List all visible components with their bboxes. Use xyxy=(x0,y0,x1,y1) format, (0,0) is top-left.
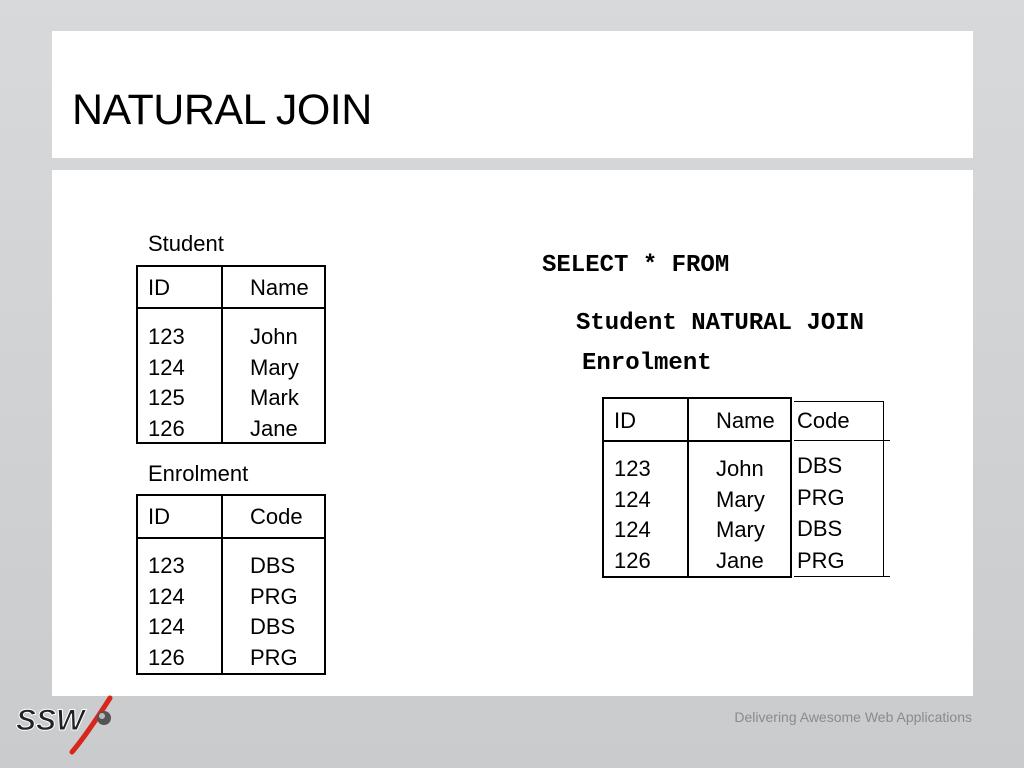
footer-tagline: Delivering Awesome Web Applications xyxy=(734,709,972,725)
student-header-name: Name xyxy=(250,275,309,300)
student-cell: 125 xyxy=(148,385,185,411)
enrolment-cell: 124 xyxy=(148,614,185,640)
student-cell: 126 xyxy=(148,416,185,442)
student-cell: 123 xyxy=(148,324,185,349)
result-header-id: ID xyxy=(614,408,636,433)
student-cell: John xyxy=(250,324,298,349)
result-table xyxy=(602,397,892,578)
enrolment-id-column xyxy=(148,551,185,674)
enrolment-cell: DBS xyxy=(250,553,296,578)
student-cell: 124 xyxy=(148,354,185,380)
result-code-column xyxy=(797,450,845,576)
result-cell: 124 xyxy=(614,517,651,543)
student-header-id: ID xyxy=(148,275,170,300)
student-table-caption: Student xyxy=(148,231,224,256)
student-cell: Mary xyxy=(250,354,299,380)
result-cell: 126 xyxy=(614,548,651,574)
query-line-2: Student NATURAL JOIN xyxy=(576,310,865,337)
result-cell: DBS xyxy=(797,516,843,541)
query-line-3: Enrolment xyxy=(582,350,712,377)
enrolment-cell: DBS xyxy=(250,614,296,640)
enrolment-header-code: Code xyxy=(250,504,303,529)
result-cell: Mary xyxy=(716,486,765,512)
title-panel xyxy=(52,31,973,158)
student-cell: Mark xyxy=(250,385,299,411)
enrolment-table xyxy=(136,494,326,675)
student-id-column xyxy=(148,322,185,445)
enrolment-cell: 123 xyxy=(148,553,185,578)
enrolment-table-caption: Enrolment xyxy=(148,461,249,486)
result-header-name: Name xyxy=(716,408,775,433)
enrolment-cell: PRG xyxy=(250,583,298,609)
result-name-column xyxy=(716,454,765,577)
result-cell: Jane xyxy=(716,548,764,574)
slide-title: NATURAL JOIN xyxy=(72,86,372,134)
enrolment-cell: 124 xyxy=(148,583,185,609)
enrolment-cell: PRG xyxy=(250,645,298,671)
result-cell: Mary xyxy=(716,517,765,543)
result-cell: John xyxy=(716,456,764,481)
query-line-1: SELECT * FROM xyxy=(542,252,730,279)
enrolment-header-id: ID xyxy=(148,504,170,529)
ssw-logo-icon xyxy=(14,694,118,756)
svg-text:SSW: SSW xyxy=(16,704,85,737)
enrolment-code-column xyxy=(250,551,298,674)
result-cell: PRG xyxy=(797,484,845,510)
ssw-logo xyxy=(14,694,118,756)
result-cell: 124 xyxy=(614,486,651,512)
result-id-column xyxy=(614,454,651,577)
enrolment-cell: 126 xyxy=(148,645,185,671)
result-cell: 123 xyxy=(614,456,651,481)
result-cell: DBS xyxy=(797,453,843,478)
student-cell: Jane xyxy=(250,416,298,442)
result-cell: PRG xyxy=(797,547,845,573)
student-name-column xyxy=(250,322,299,445)
student-table xyxy=(136,265,326,444)
result-header-code: Code xyxy=(797,408,850,433)
